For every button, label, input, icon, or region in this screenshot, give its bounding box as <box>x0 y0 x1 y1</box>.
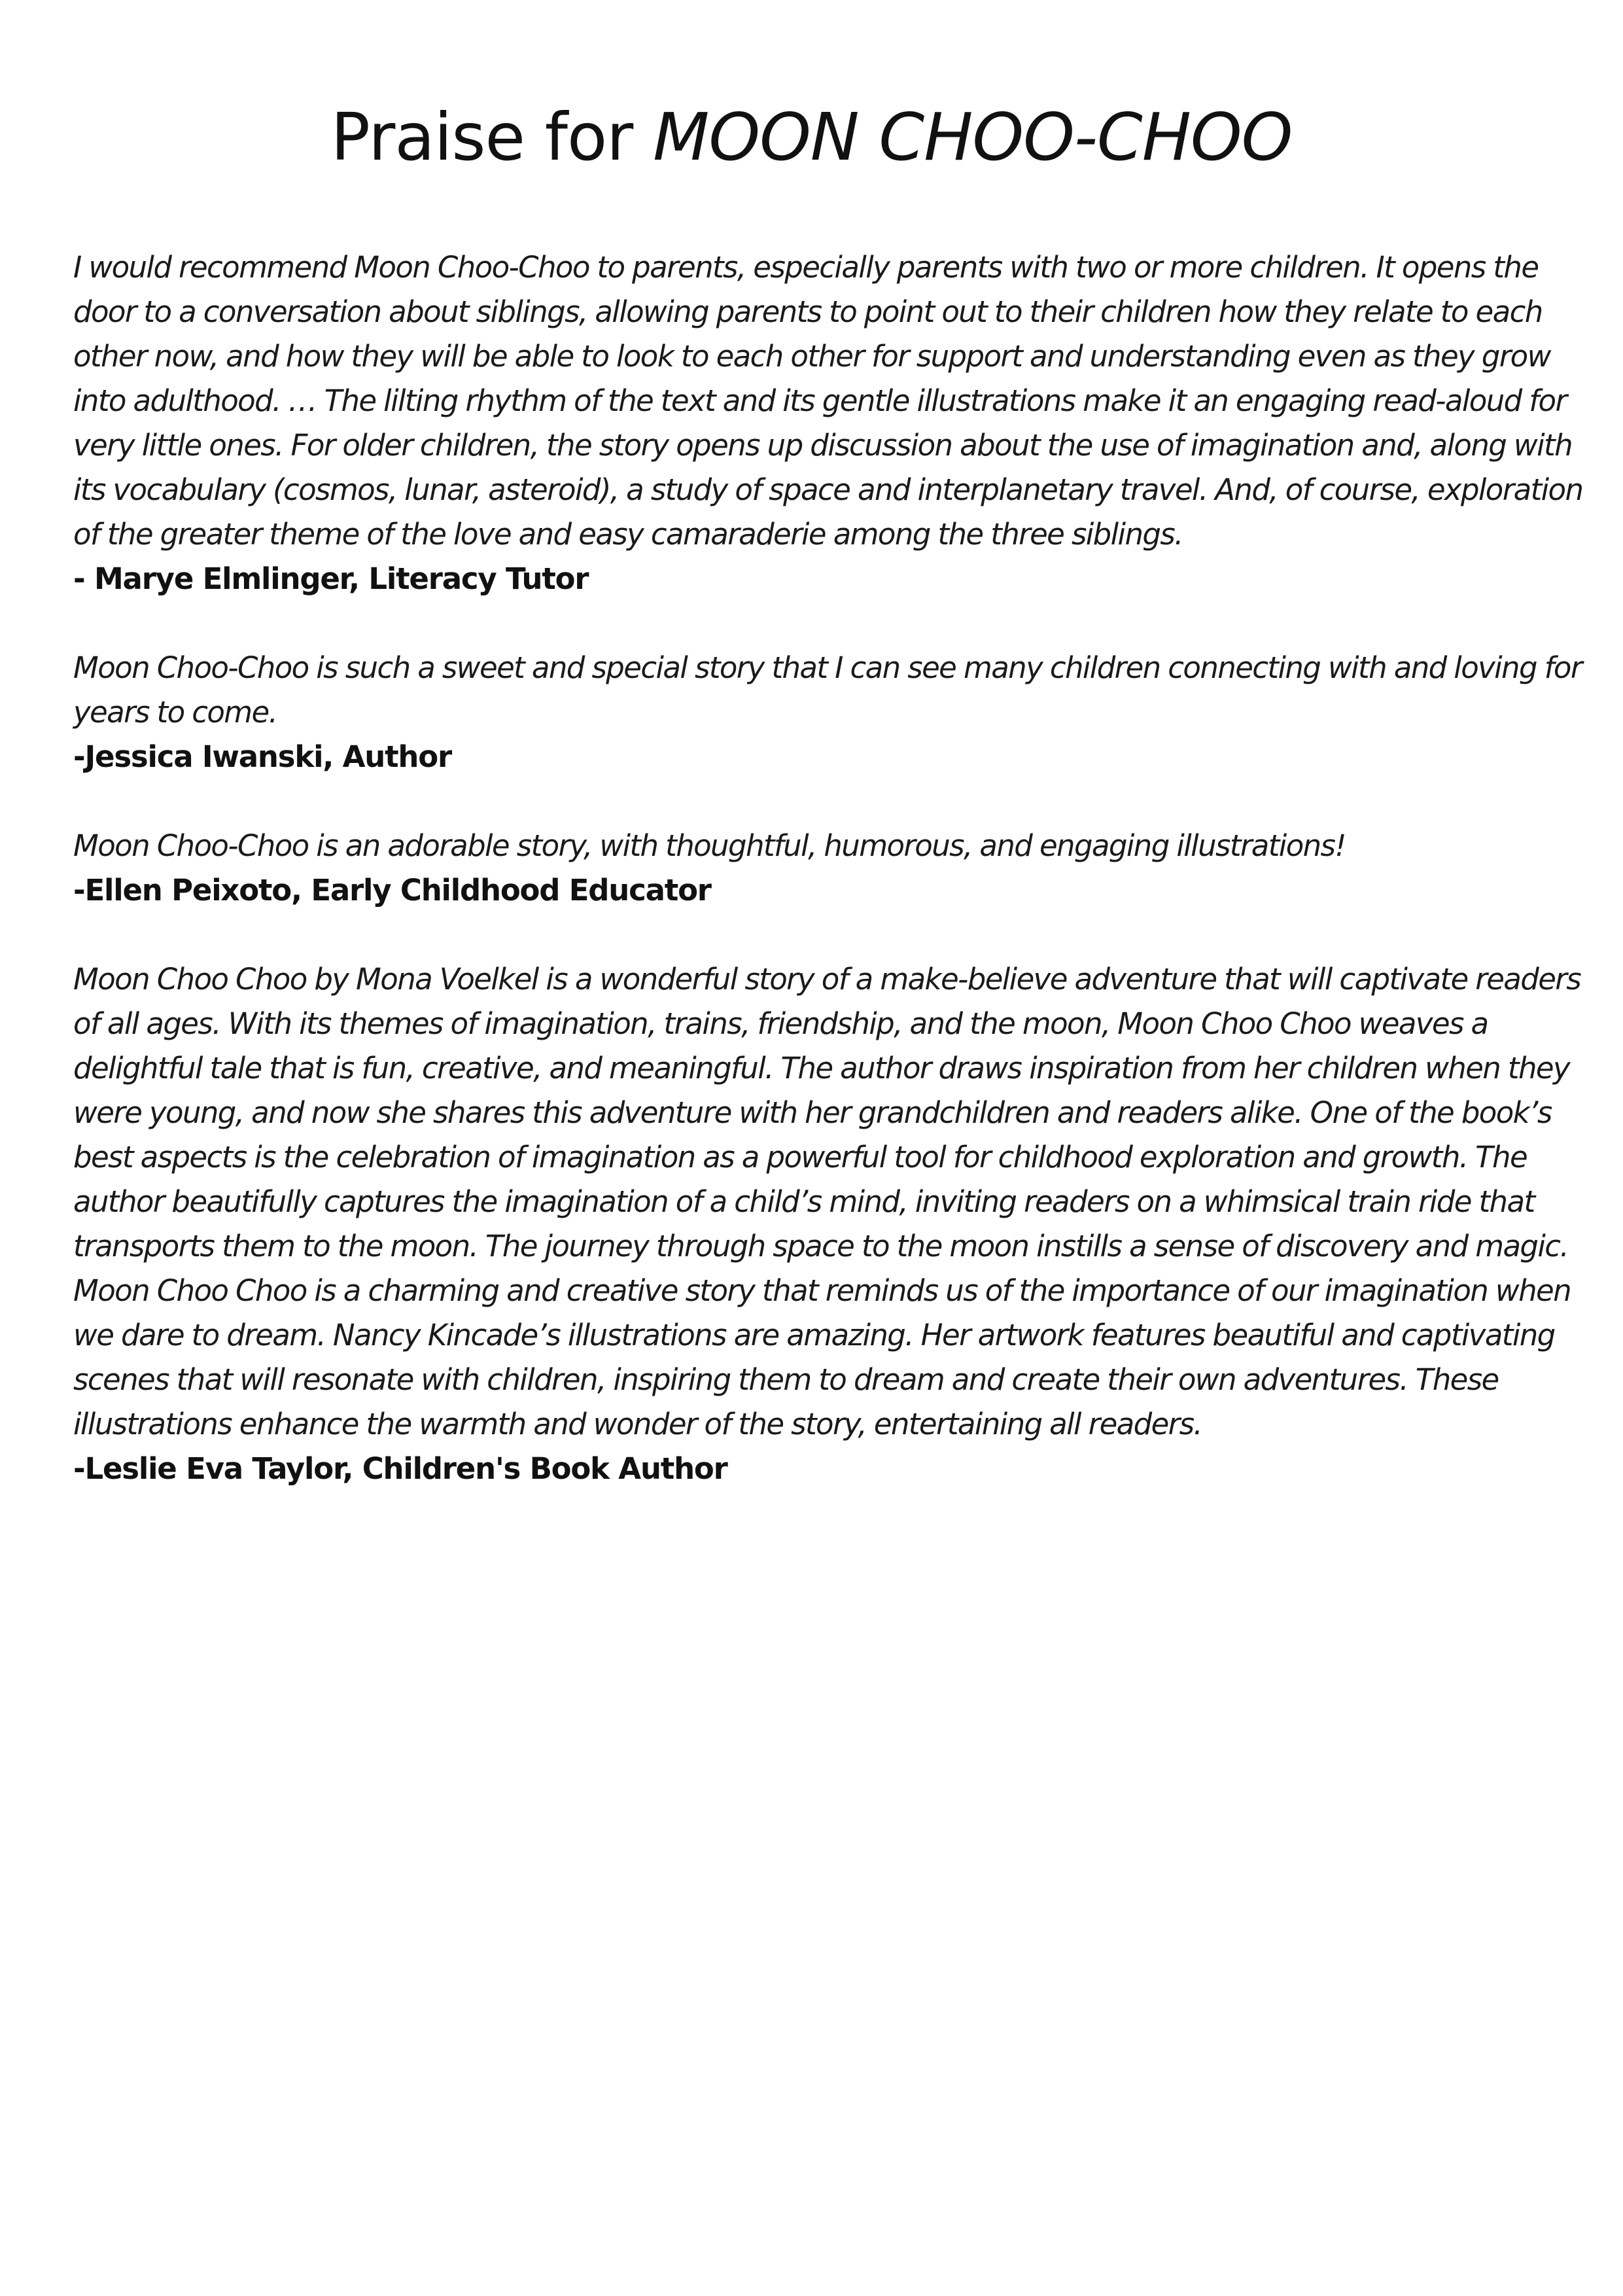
review-quote: Moon Choo-Choo is an adorable story, with thoughtful, humorous, and engaging illustrations! <box>73 828 1346 863</box>
page-title <box>73 98 1550 177</box>
review-author: -Jessica Iwanski, Author <box>73 739 451 774</box>
review-quote: I would recommend Moon Choo-Choo to parents, especially parents with two or more children. It opens the door to a conversation about siblings, allowing parents to point out to their children how they relate to each other now, and how they will be able to look to each other for support and understanding even as they grow into adulthood. … The lilting rhythm of the text and its gentle illustrations make it an engaging read-aloud for very little ones. For older children, the story opens up discussion about the use of imagination and, along with its vocabulary (cosmos, lunar, asteroid), a study of space and interplanetary travel. And, of course, exploration of the greater theme of the love and easy camaraderie among the three siblings. <box>73 250 1583 552</box>
review-block <box>73 646 1597 779</box>
review-block <box>73 245 1597 601</box>
review-quote: Moon Choo Choo by Mona Voelkel is a wonderful story of a make-believe adventure that will captivate readers of all ages. With its themes of imagination, trains, friendship, and the moon, Moon Choo Choo weaves a delightful tale that is fun, creative, and meaningful. The author draws inspiration from her children when they were young, and now she shares this adventure with her grandchildren and readers alike. One of the book’s best aspects is the celebration of imagination as a powerful tool for childhood exploration and growth. The author beautifully captures the imagination of a child’s mind, inviting readers on a whimsical train ride that transports them to the moon. The journey through space to the moon instills a sense of discovery and magic. Moon Choo Choo is a charming and creative story that reminds us of the importance of our imagination when we dare to dream. Nancy Kincade’s illustrations are amazing. Her artwork features beautiful and captivating scenes that will resonate with children, inspiring them to dream and create their own adventures. These illustrations enhance the warmth and wonder of the story, entertaining all readers. <box>73 962 1581 1441</box>
review-author: - Marye Elmlinger, Literacy Tutor <box>73 561 589 596</box>
review-author: -Leslie Eva Taylor, Children's Book Author <box>73 1451 727 1486</box>
page-title-prefix: Praise for <box>330 99 654 175</box>
page-title-book-name: MOON CHOO-CHOO <box>653 99 1293 175</box>
review-block <box>73 824 1597 913</box>
review-block <box>73 957 1597 1491</box>
review-author: -Ellen Peixoto, Early Childhood Educator <box>73 873 711 908</box>
review-quote: Moon Choo-Choo is such a sweet and special story that I can see many children connecting with and loving for years to come. <box>73 650 1582 730</box>
